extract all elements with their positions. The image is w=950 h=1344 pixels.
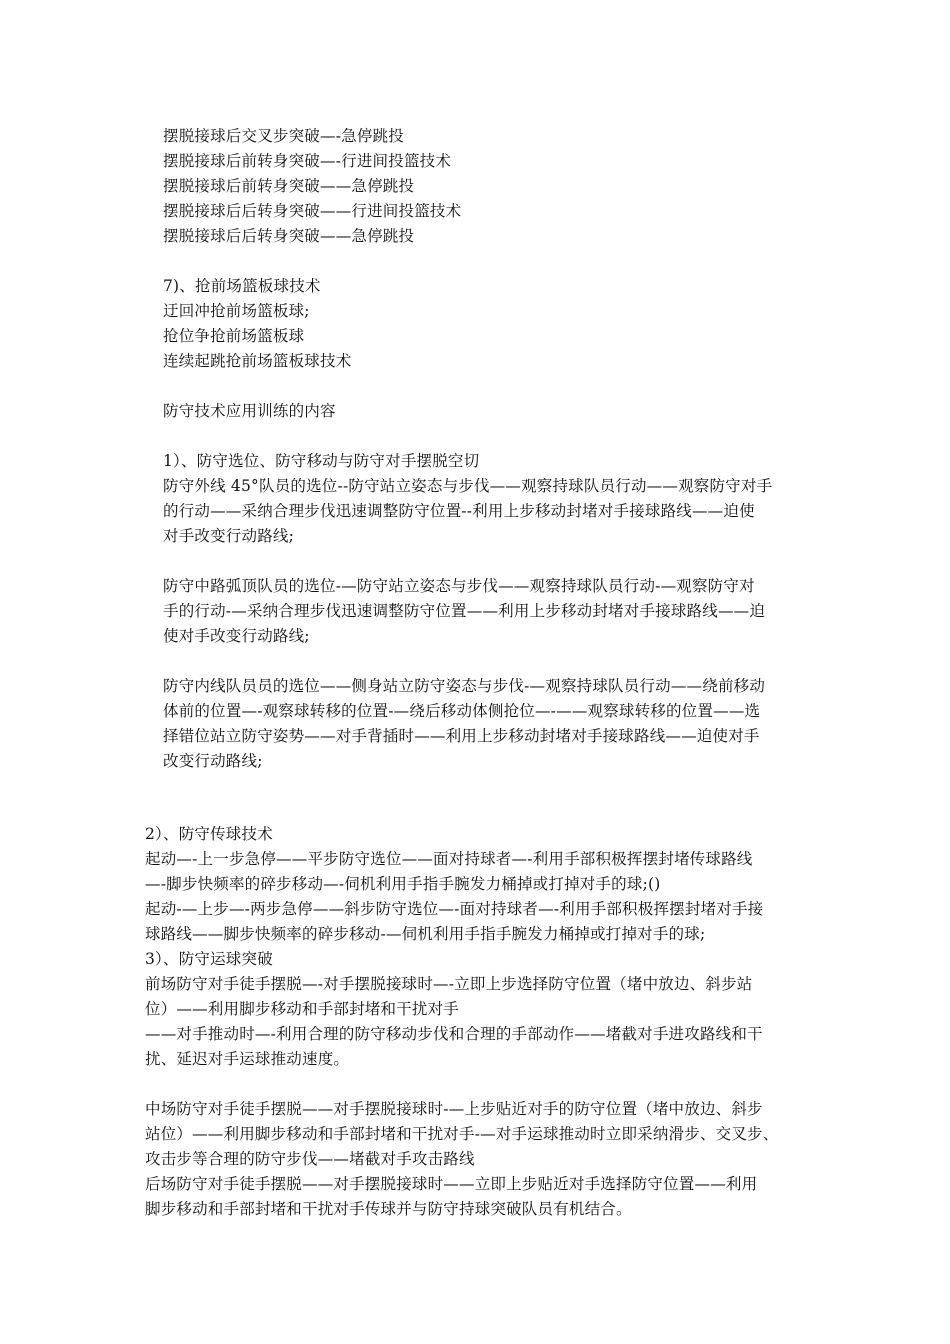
text-line: 防守中路弧顶队员的选位-—防守站立姿态与步伐——观察持球队员行动-—观察防守对	[163, 577, 755, 595]
text-line: 起动—-上一步急停——平步防守选位——面对持球者—-利用手部积极挥摆封堵传球路线	[145, 850, 753, 868]
text-line: 手的行动-—采纳合理步伐迅速调整防守位置——利用上步移动封堵对手接球路线——迫	[163, 602, 766, 620]
text-line: 改变行动路线;	[163, 752, 263, 770]
text-line: 球路线——脚步快频率的碎步移动-—伺机利用手指手腕发力桶掉或打掉对手的球;	[145, 925, 706, 943]
text-line: 对手改变行动路线;	[163, 527, 295, 545]
text-line: 的行动——采纳合理步伐迅速调整防守位置--利用上步移动封堵对手接球路线——迫使	[163, 502, 755, 520]
text-line: 攻击步等合理的防守步伐——堵截对手攻击路线	[145, 1150, 475, 1168]
text-line: 起动-—上步—-两步急停——斜步防守选位—-面对持球者—-利用手部积极挥摆封堵对手接	[145, 900, 764, 918]
text-line: 扰、延迟对手运球推动速度。	[145, 1050, 350, 1068]
text-line: 后场防守对手徒手摆脱——对手摆脱接球时——立即上步贴近对手选择防守位置——利用	[145, 1175, 758, 1193]
text-line: 摆脱接球后交叉步突破—-急停跳投	[163, 127, 404, 145]
text-line: 中场防守对手徒手摆脱——对手摆脱接球时-—上步贴近对手的防守位置（堵中放边、斜步	[145, 1100, 763, 1118]
text-line: 抢位争抢前场篮板球	[163, 327, 305, 345]
text-line: —-脚步快频率的碎步移动—-伺机利用手指手腕发力桶掉或打掉对手的球;()	[145, 875, 661, 893]
text-line: 摆脱接球后前转身突破—-行进间投篮技术	[163, 152, 452, 170]
text-line: 站位）——利用脚步移动和手部封堵和干扰对手-—对手运球推动时立即采纳滑步、交叉步、	[145, 1125, 779, 1143]
text-line: 防守外线 45°队员的选位--防守站立姿态与步伐——观察持球队员行动——观察防守对手	[163, 477, 773, 495]
text-line: 摆脱接球后后转身突破——行进间投篮技术	[163, 202, 462, 220]
section-heading: 7)、抢前场篮板球技术	[163, 277, 321, 295]
text-line: 位）——利用脚步移动和手部封堵和干扰对手	[145, 1000, 460, 1018]
text-line: 择错位站立防守姿势——对手背插时——利用上步移动封堵对手接球路线——迫使对手	[163, 727, 760, 745]
text-line: 脚步移动和手部封堵和干扰对手传球并与防守持球突破队员有机结合。	[145, 1200, 632, 1218]
section-title: 防守技术应用训练的内容	[163, 402, 336, 420]
text-line: 摆脱接球后后转身突破——急停跳投	[163, 227, 415, 245]
text-line: 防守内线队员员的选位——侧身站立防守姿态与步伐-—观察持球队员行动——绕前移动	[163, 677, 766, 695]
text-line: 使对手改变行动路线;	[163, 627, 310, 645]
text-line: 前场防守对手徒手摆脱—-对手摆脱接球时—-立即上步选择防守位置（堵中放边、斜步站	[145, 975, 753, 993]
text-line: 连续起跳抢前场篮板球技术	[163, 352, 352, 370]
section-heading: 2）、防守传球技术	[145, 825, 273, 843]
section-heading: 1）、防守选位、防守移动与防守对手摆脱空切	[163, 452, 480, 470]
text-line: ——对手推动时—-利用合理的防守移动步伐和合理的手部动作——堵截对手进攻路线和干	[145, 1025, 763, 1043]
text-line: 体前的位置—-观察球转移的位置-—绕后移动体侧抢位—-——观察球转移的位置——选	[163, 702, 761, 720]
section-heading: 3）、防守运球突破	[145, 950, 273, 968]
text-line: 摆脱接球后前转身突破——急停跳投	[163, 177, 415, 195]
text-line: 迂回冲抢前场篮板球;	[163, 302, 310, 320]
